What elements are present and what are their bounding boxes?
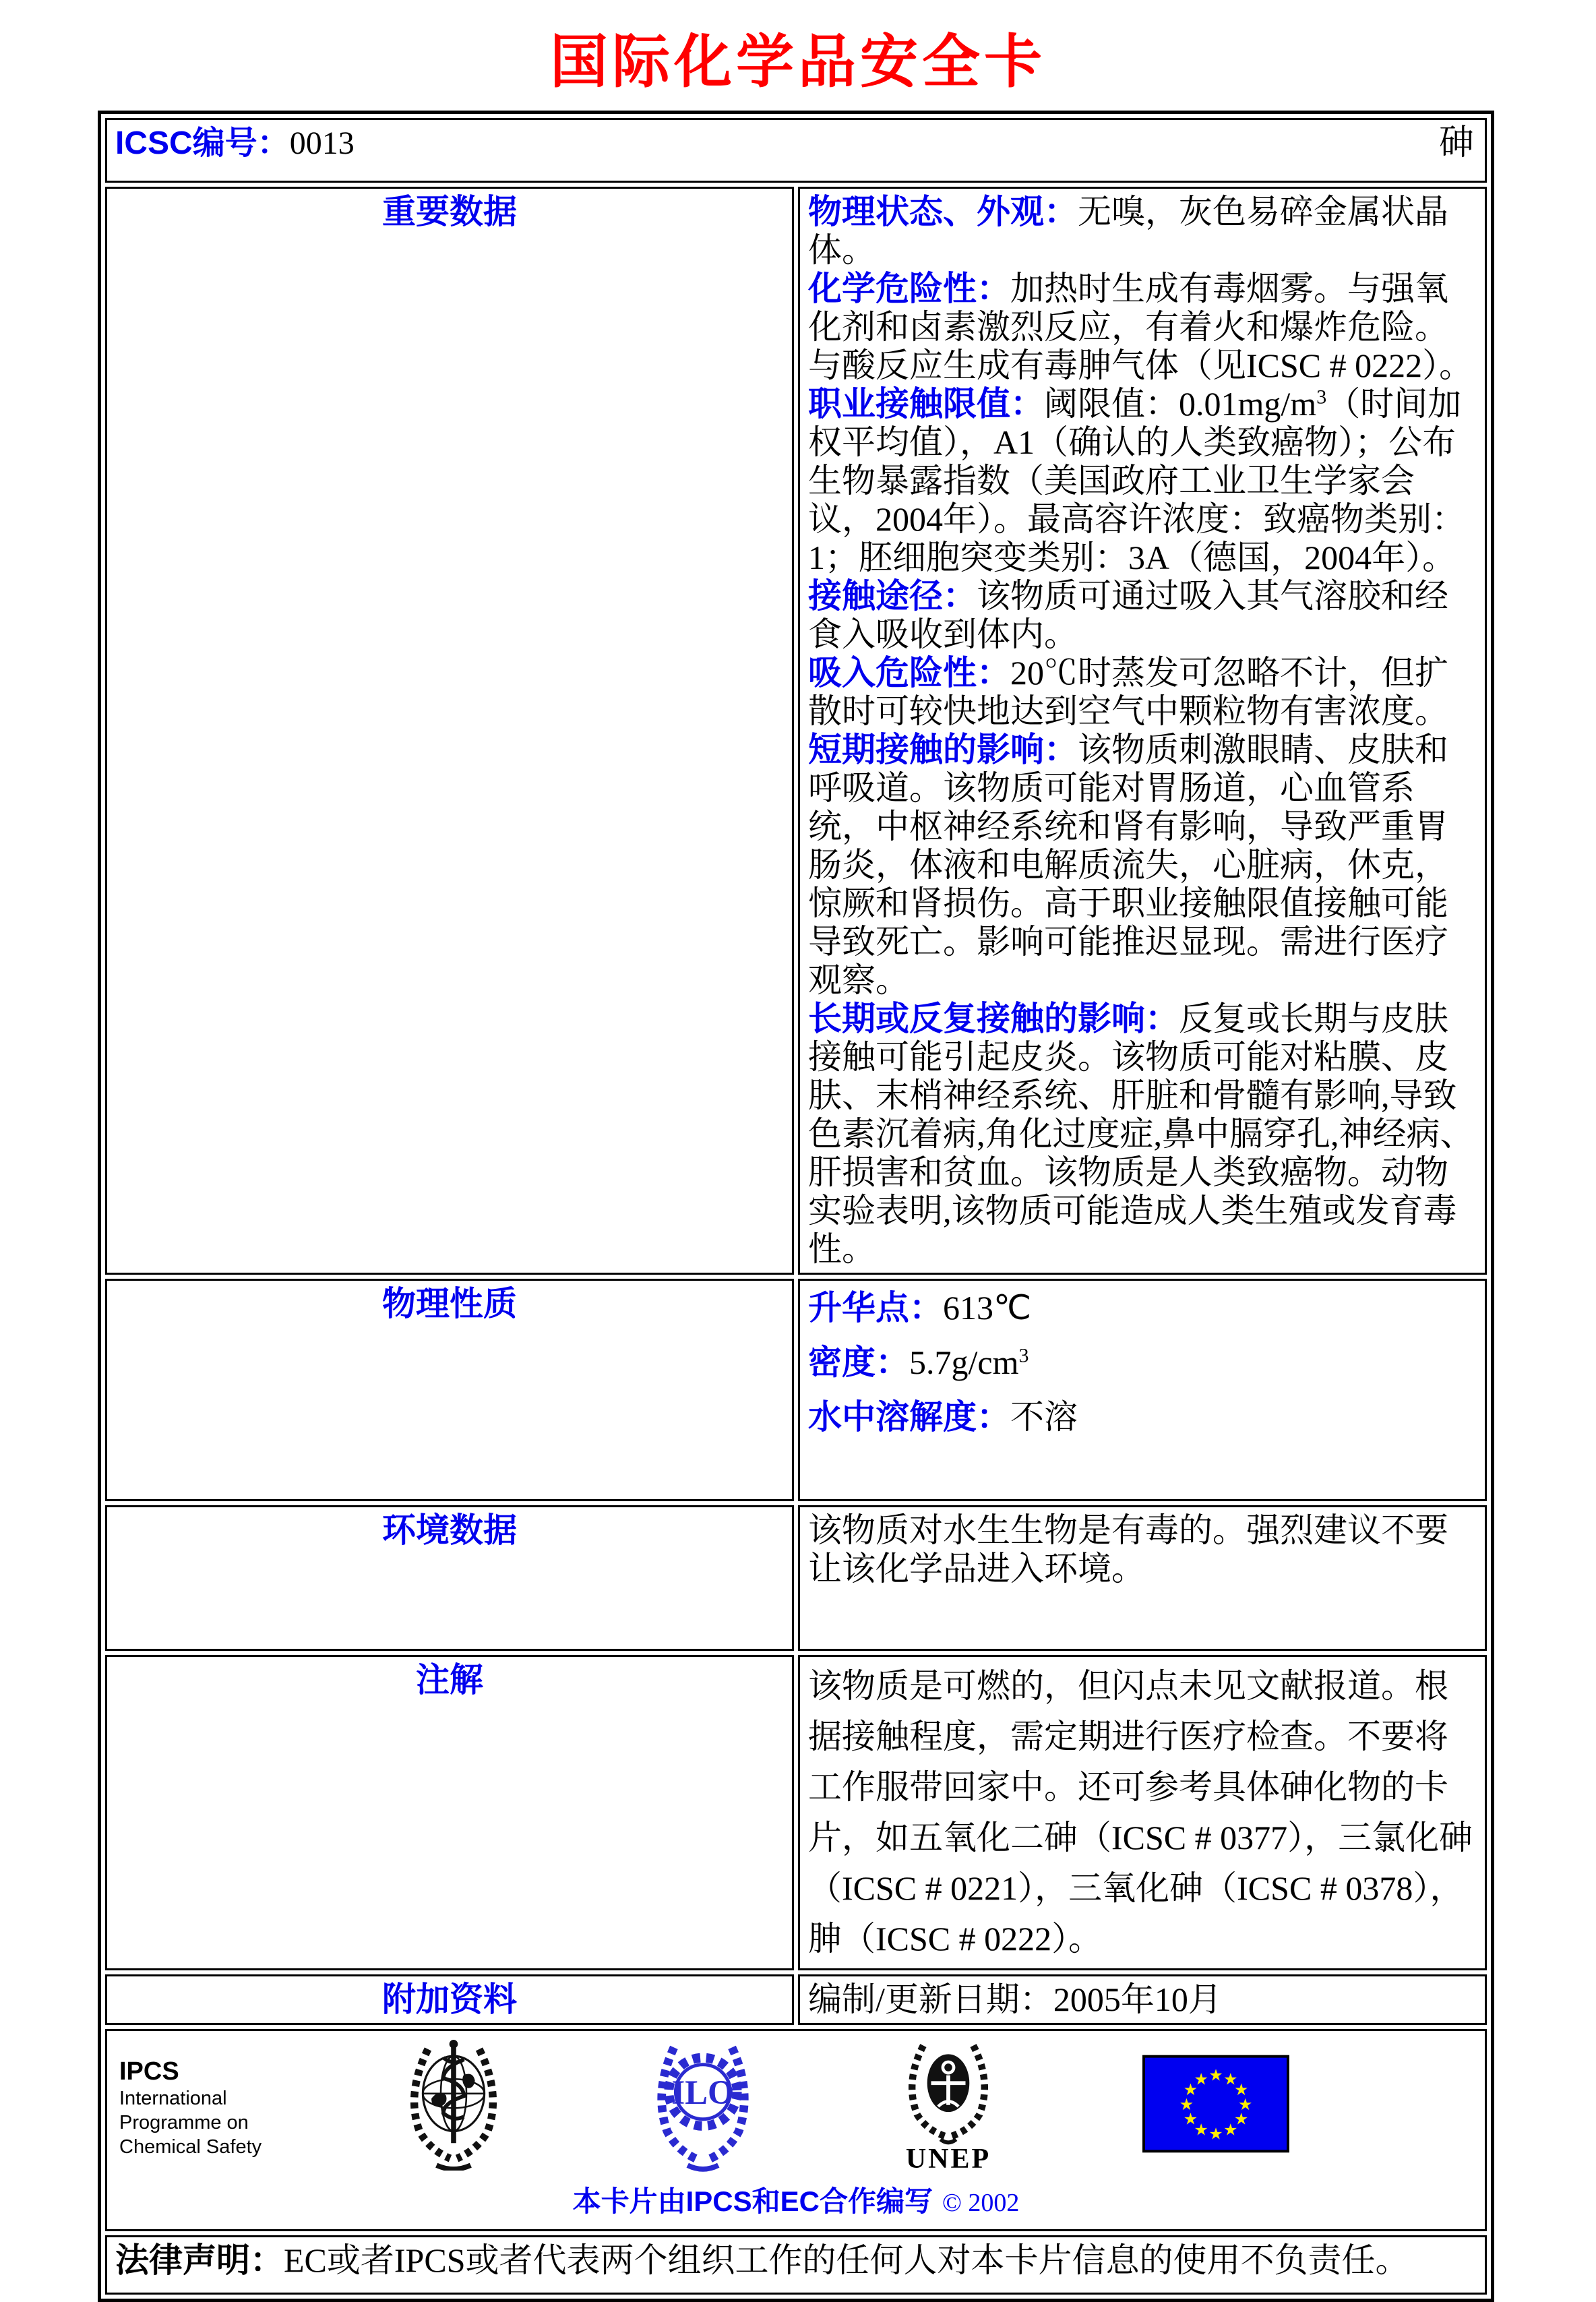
physical-state-paragraph [808, 193, 1477, 270]
legal-text: EC或者IPCS或者代表两个组织工作的任何人对本卡片信息的使用不负责任。 [284, 2241, 1409, 2279]
legal-content [105, 2235, 1487, 2295]
occupational-limit-text: 阈限值：0.01mg/m [1044, 385, 1317, 423]
chemical-danger-paragraph [808, 270, 1477, 385]
occupational-limit-text2: （时间加权平均值），A1（确认的人类致癌物）；公布生物暴露指数（美国政府工业卫生学家会议，2004年）。最高容许浓度：致癌物类别：1；胚细胞突变类别：3A（德国，2004年）。 [808, 385, 1465, 576]
footer-copyright: © 2002 [942, 2189, 1020, 2217]
additional-info-row [105, 1974, 1487, 2025]
important-data-content [798, 187, 1487, 1275]
density-head: 密度： [808, 1343, 909, 1381]
long-term-effects-paragraph [808, 1000, 1477, 1269]
section-label-important-data: 重要数据 [105, 187, 794, 1275]
section-label-notes: 注解 [105, 1655, 794, 1970]
icsc-card-table [98, 111, 1494, 2302]
unep-logo-icon [901, 2038, 995, 2179]
density-value: 5.7g/cm [909, 1343, 1019, 1381]
notes-text: 该物质是可燃的，但闪点未见文献报道。根据接触程度，需定期进行医疗检查。不要将工作服带回家中。还可参考具体砷化物的卡片，如五氧化二砷（ICSC # 0377），三氯化砷（ICSC # 0221），三氧化砷（ICSC # 0378），胂（ICSC # 0222）。 [808, 1667, 1473, 1958]
who-logo-icon [402, 2037, 505, 2179]
eu-star: ★ [1208, 2124, 1223, 2144]
header-row [105, 118, 1487, 183]
solubility-value: 不溶 [1010, 1398, 1078, 1436]
ipcs-subtitle-line2: Programme on [119, 2112, 249, 2133]
section-label-additional: 附加资料 [105, 1974, 794, 2025]
environment-row [105, 1505, 1487, 1651]
ipcs-heading: IPCS [119, 2057, 179, 2086]
occupational-limit-paragraph [808, 385, 1477, 577]
eu-star: ★ [1208, 2065, 1223, 2085]
section-label-physical: 物理性质 [105, 1279, 794, 1501]
legal-row [105, 2235, 1487, 2295]
logos-row [105, 2029, 1487, 2231]
icsc-number-value: 0013 [289, 125, 355, 161]
footer-caption-text: 本卡片由IPCS和EC合作编写 [572, 2185, 933, 2217]
ilo-logo-icon [652, 2035, 754, 2181]
eu-star: ★ [1179, 2094, 1194, 2114]
chemical-danger-text: 加热时生成有毒烟雾。与强氧化剂和卤素激烈反应，有着火和爆炸危险。与酸反应生成有毒胂气体（见ICSC # 0222）。 [808, 270, 1473, 384]
legal-label: 法律声明： [115, 2241, 284, 2279]
notes-row [105, 1655, 1487, 1970]
icsc-number-label: ICSC编号： [115, 125, 290, 161]
density-paragraph [808, 1343, 1477, 1382]
eu-flag-icon [1142, 2055, 1289, 2161]
physical-properties-row [105, 1279, 1487, 1501]
physical-properties-content [798, 1279, 1487, 1501]
occupational-limit-head: 职业接触限值： [808, 385, 1044, 423]
footer-caption [115, 2181, 1477, 2225]
unep-letters: UNEP [905, 2143, 991, 2175]
eu-star: ★ [1223, 2120, 1238, 2140]
occupational-limit-sup: 3 [1316, 386, 1327, 408]
sublimation-point-paragraph [808, 1289, 1477, 1327]
physical-state-text: 无嗅，灰色易碎金属状晶体。 [808, 193, 1448, 269]
page-title: 国际化学品安全卡 [550, 30, 1046, 94]
exposure-routes-head: 接触途径： [808, 577, 977, 615]
eu-star: ★ [1223, 2069, 1238, 2089]
eu-star: ★ [1183, 2109, 1198, 2129]
exposure-routes-paragraph [808, 577, 1477, 654]
long-term-effects-text: 反复或长期与皮肤接触可能引起皮炎。该物质可能对粘膜、皮肤、末梢神经系统、肝脏和骨髓有影响,导致色素沉着病,角化过度症,鼻中膈穿孔,神经病、肝损害和贫血。该物质是人类致癌物。动物实验表明,该物质可能造成人类生殖或发育毒性。 [808, 1000, 1474, 1268]
inhalation-risk-paragraph [808, 654, 1477, 731]
short-term-effects-head: 短期接触的影响： [808, 731, 1078, 768]
eu-star: ★ [1194, 2120, 1208, 2140]
eu-star: ★ [1194, 2069, 1208, 2089]
important-data-row [105, 187, 1487, 1275]
exposure-routes-text: 该物质可通过吸入其气溶胶和经食入吸收到体内。 [808, 577, 1448, 653]
additional-info-content: 编制/更新日期：2005年10月 [798, 1974, 1487, 2025]
eu-star: ★ [1237, 2094, 1253, 2114]
inhalation-risk-text: 20℃时蒸发可忽略不计，但扩散时可较快地达到空气中颗粒物有害浓度。 [808, 654, 1448, 730]
eu-star: ★ [1183, 2080, 1198, 2100]
solubility-head: 水中溶解度： [808, 1398, 1010, 1436]
ipcs-text-block [115, 2057, 402, 2159]
density-sup: 3 [1018, 1344, 1029, 1367]
physical-state-head: 物理状态、外观： [808, 193, 1078, 231]
environment-content: 该物质对水生生物是有毒的。强烈建议不要让该化学品进入环境。 [798, 1505, 1487, 1651]
eu-star: ★ [1233, 2080, 1249, 2100]
short-term-effects-text: 该物质刺激眼睛、皮肤和呼吸道。该物质可能对胃肠道，心血管系统，中枢神经系统和肾有影响，导致严重胃肠炎，体液和电解质流失，心脏病，休克，惊厥和肾损伤。高于职业接触限值接触可能导致死亡。影响可能推迟显现。需进行医疗观察。 [808, 731, 1448, 999]
ipcs-subtitle-line1: International [119, 2088, 227, 2109]
section-label-environment: 环境数据 [105, 1505, 794, 1651]
ilo-letters: ILO [671, 2073, 735, 2111]
chemical-name: 砷 [1438, 124, 1474, 162]
solubility-paragraph [808, 1398, 1477, 1436]
notes-content [798, 1655, 1487, 1970]
eu-star: ★ [1233, 2109, 1249, 2129]
icsc-number-group [115, 124, 355, 162]
ipcs-subtitle-line3: Chemical Safety [119, 2136, 262, 2158]
sublimation-point-value: 613℃ [943, 1289, 1032, 1327]
inhalation-risk-head: 吸入危险性： [808, 654, 1010, 692]
sublimation-point-head: 升华点： [808, 1289, 943, 1327]
long-term-effects-head: 长期或反复接触的影响： [808, 1000, 1179, 1037]
chemical-danger-head: 化学危险性： [808, 270, 1010, 307]
short-term-effects-paragraph [808, 731, 1477, 1000]
